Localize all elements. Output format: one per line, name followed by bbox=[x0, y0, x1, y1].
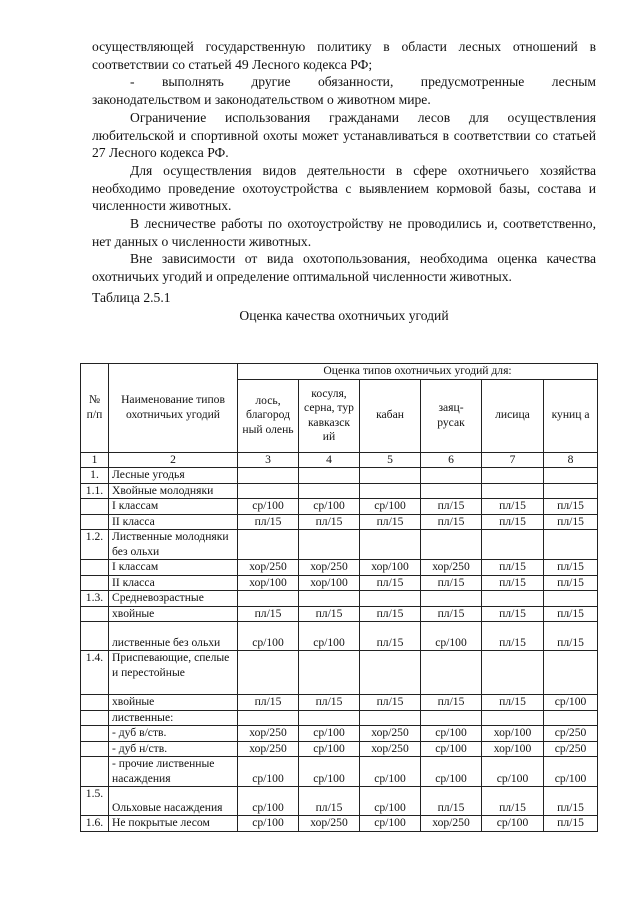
value-cell: пл/15 bbox=[360, 606, 421, 622]
header-col-marten: куниц а bbox=[544, 379, 598, 452]
table-row bbox=[81, 483, 598, 499]
value-cell: хор/250 bbox=[238, 726, 299, 742]
value-cell: хор/250 bbox=[360, 726, 421, 742]
header-col-moose: лось, благород ный олень bbox=[238, 379, 299, 452]
value-cell bbox=[544, 710, 598, 726]
row-name: Ольховые насаждения bbox=[109, 787, 238, 816]
row-name: Не покрытые лесом bbox=[109, 816, 238, 832]
value-cell: хор/250 bbox=[421, 560, 482, 576]
header-col-hare: заяц- русак bbox=[421, 379, 482, 452]
table-caption: Таблица 2.5.1 bbox=[92, 289, 171, 305]
value-cell: пл/15 bbox=[421, 787, 482, 816]
value-cell bbox=[544, 591, 598, 607]
value-cell: ср/100 bbox=[238, 787, 299, 816]
index-cell: 2 bbox=[109, 452, 238, 468]
paragraph-4: Ограничение использования гражданами лесов для осуществления любительской и спортивной охоты может устанавливаться в соответствии со статьей 27 Лесного кодекса РФ. bbox=[92, 109, 596, 161]
row-name: II класса bbox=[109, 575, 238, 591]
header-number: № п/п bbox=[81, 364, 109, 453]
value-cell: пл/15 bbox=[299, 787, 360, 816]
value-cell: пл/15 bbox=[360, 575, 421, 591]
value-cell bbox=[238, 483, 299, 499]
value-cell bbox=[360, 483, 421, 499]
row-number bbox=[81, 741, 109, 757]
value-cell: ср/100 bbox=[421, 757, 482, 787]
value-cell bbox=[360, 710, 421, 726]
value-cell: пл/15 bbox=[421, 606, 482, 622]
row-number bbox=[81, 560, 109, 576]
value-cell bbox=[482, 530, 544, 560]
value-cell: ср/100 bbox=[421, 726, 482, 742]
index-cell: 5 bbox=[360, 452, 421, 468]
value-cell: ср/100 bbox=[238, 816, 299, 832]
value-cell: пл/15 bbox=[299, 606, 360, 622]
index-cell: 1 bbox=[81, 452, 109, 468]
header-col-roe-deer: косуля, серна, тур кавказск ий bbox=[299, 379, 360, 452]
table-title: Оценка качества охотничьих угодий bbox=[239, 307, 449, 323]
row-number: 1.1. bbox=[81, 483, 109, 499]
table-row bbox=[81, 606, 598, 622]
value-cell: ср/100 bbox=[482, 816, 544, 832]
row-name: I классам bbox=[109, 560, 238, 576]
header-col-boar: кабан bbox=[360, 379, 421, 452]
value-cell: ср/100 bbox=[299, 757, 360, 787]
value-cell: хор/250 bbox=[238, 560, 299, 576]
value-cell: пл/15 bbox=[482, 560, 544, 576]
value-cell: пл/15 bbox=[360, 514, 421, 530]
header-name: Наименование типов охотничьих угодий bbox=[109, 364, 238, 453]
value-cell: пл/15 bbox=[421, 575, 482, 591]
table-row bbox=[81, 530, 598, 560]
value-cell bbox=[544, 651, 598, 695]
value-cell bbox=[360, 468, 421, 484]
value-cell: ср/100 bbox=[360, 816, 421, 832]
row-number: 1.4. bbox=[81, 651, 109, 695]
row-number: 1. bbox=[81, 468, 109, 484]
row-number bbox=[81, 622, 109, 651]
value-cell: пл/15 bbox=[482, 695, 544, 711]
paragraph-1: осуществляющей государственную политику в области лесных отношений в соответствии со статьей 49 Лесного кодекса РФ; bbox=[92, 39, 596, 72]
row-number bbox=[81, 606, 109, 622]
index-cell: 3 bbox=[238, 452, 299, 468]
value-cell: хор/100 bbox=[482, 726, 544, 742]
value-cell: пл/15 bbox=[544, 622, 598, 651]
paragraph-2: - выполнять другие обязанности, предусмотренные лесным bbox=[130, 74, 596, 90]
table-row bbox=[81, 787, 598, 816]
value-cell: пл/15 bbox=[421, 514, 482, 530]
table-row bbox=[81, 622, 598, 651]
index-cell: 4 bbox=[299, 452, 360, 468]
value-cell: ср/100 bbox=[482, 757, 544, 787]
value-cell: ср/250 bbox=[544, 726, 598, 742]
header-group: Оценка типов охотничьих угодий для: bbox=[238, 364, 598, 380]
value-cell: ср/250 bbox=[544, 741, 598, 757]
paragraph-6: В лесничестве работы по охотоустройству не проводились и, соответственно, нет данных о численности животных. bbox=[92, 216, 596, 249]
value-cell bbox=[421, 483, 482, 499]
value-cell bbox=[360, 651, 421, 695]
index-cell: 6 bbox=[421, 452, 482, 468]
value-cell: ср/100 bbox=[238, 757, 299, 787]
row-name: Хвойные молодняки bbox=[109, 483, 238, 499]
row-number bbox=[81, 695, 109, 711]
value-cell: пл/15 bbox=[544, 499, 598, 515]
value-cell bbox=[360, 530, 421, 560]
value-cell: пл/15 bbox=[544, 816, 598, 832]
value-cell bbox=[238, 710, 299, 726]
value-cell bbox=[482, 651, 544, 695]
value-cell: пл/15 bbox=[421, 695, 482, 711]
value-cell bbox=[544, 530, 598, 560]
value-cell bbox=[299, 468, 360, 484]
value-cell: пл/15 bbox=[482, 514, 544, 530]
value-cell: пл/15 bbox=[360, 622, 421, 651]
value-cell bbox=[544, 483, 598, 499]
value-cell: пл/15 bbox=[421, 499, 482, 515]
value-cell: пл/15 bbox=[482, 622, 544, 651]
row-name: I классам bbox=[109, 499, 238, 515]
value-cell: хор/250 bbox=[360, 741, 421, 757]
value-cell: ср/100 bbox=[544, 757, 598, 787]
table-row bbox=[81, 741, 598, 757]
value-cell: пл/15 bbox=[544, 606, 598, 622]
row-number bbox=[81, 726, 109, 742]
value-cell: ср/100 bbox=[421, 741, 482, 757]
table-row bbox=[81, 560, 598, 576]
value-cell: ср/100 bbox=[360, 787, 421, 816]
row-name: - дуб н/ств. bbox=[109, 741, 238, 757]
value-cell: ср/100 bbox=[299, 741, 360, 757]
value-cell: ср/100 bbox=[360, 499, 421, 515]
value-cell bbox=[238, 530, 299, 560]
value-cell: ср/100 bbox=[238, 622, 299, 651]
row-name: лиственные без ольхи bbox=[109, 622, 238, 651]
paragraph-7: Вне зависимости от вида охотопользования, необходима оценка качества охотничьих угодий и определение оптимальной численности животных. bbox=[92, 251, 596, 285]
value-cell bbox=[238, 651, 299, 695]
row-number bbox=[81, 757, 109, 787]
value-cell bbox=[482, 591, 544, 607]
value-cell: ср/100 bbox=[299, 499, 360, 515]
value-cell: пл/15 bbox=[299, 695, 360, 711]
row-number: 1.2. bbox=[81, 530, 109, 560]
row-name: II класса bbox=[109, 514, 238, 530]
value-cell: пл/15 bbox=[299, 514, 360, 530]
value-cell: хор/250 bbox=[299, 560, 360, 576]
index-row bbox=[81, 452, 598, 468]
table-row bbox=[81, 816, 598, 832]
paragraph-3: законодательством и законодательством о животном мире. bbox=[92, 92, 431, 108]
value-cell: пл/15 bbox=[238, 695, 299, 711]
value-cell: хор/250 bbox=[421, 816, 482, 832]
value-cell: хор/250 bbox=[299, 816, 360, 832]
index-cell: 8 bbox=[544, 452, 598, 468]
table-row bbox=[81, 499, 598, 515]
row-name: Средневозрастные bbox=[109, 591, 238, 607]
row-number: 1.6. bbox=[81, 816, 109, 832]
value-cell: хор/100 bbox=[360, 560, 421, 576]
row-name: хвойные bbox=[109, 606, 238, 622]
value-cell: пл/15 bbox=[482, 575, 544, 591]
index-cell: 7 bbox=[482, 452, 544, 468]
row-name: - дуб в/ств. bbox=[109, 726, 238, 742]
table-row bbox=[81, 695, 598, 711]
value-cell bbox=[299, 710, 360, 726]
value-cell: пл/15 bbox=[544, 514, 598, 530]
value-cell bbox=[482, 468, 544, 484]
row-number bbox=[81, 575, 109, 591]
value-cell bbox=[299, 530, 360, 560]
table-row bbox=[81, 514, 598, 530]
value-cell bbox=[238, 468, 299, 484]
value-cell: ср/100 bbox=[299, 622, 360, 651]
value-cell bbox=[421, 468, 482, 484]
value-cell bbox=[299, 483, 360, 499]
row-number: 1.5. bbox=[81, 787, 109, 816]
paragraph-5: Для осуществления видов деятельности в сфере охотничьего хозяйства необходимо проведение охотоустройства с выявлением кормовой базы, состава и численности животных. bbox=[92, 162, 596, 214]
header-col-fox: лисица bbox=[482, 379, 544, 452]
table-row bbox=[81, 591, 598, 607]
value-cell bbox=[421, 530, 482, 560]
row-name: Лиственные молодняки без ольхи bbox=[109, 530, 238, 560]
row-number: 1.3. bbox=[81, 591, 109, 607]
table-row bbox=[81, 726, 598, 742]
row-number bbox=[81, 710, 109, 726]
value-cell: хор/100 bbox=[238, 575, 299, 591]
value-cell bbox=[299, 651, 360, 695]
table-row bbox=[81, 757, 598, 787]
hunting-grounds-table bbox=[80, 363, 598, 832]
table-row bbox=[81, 710, 598, 726]
row-name: - прочие лиственные насаждения bbox=[109, 757, 238, 787]
value-cell: пл/15 bbox=[482, 787, 544, 816]
row-name: хвойные bbox=[109, 695, 238, 711]
value-cell bbox=[360, 591, 421, 607]
value-cell bbox=[421, 651, 482, 695]
value-cell: ср/100 bbox=[360, 757, 421, 787]
body-text bbox=[92, 38, 596, 324]
value-cell bbox=[544, 468, 598, 484]
value-cell bbox=[238, 591, 299, 607]
table-row bbox=[81, 575, 598, 591]
value-cell: хор/250 bbox=[238, 741, 299, 757]
value-cell bbox=[482, 710, 544, 726]
value-cell: ср/100 bbox=[421, 622, 482, 651]
value-cell: ср/100 bbox=[544, 695, 598, 711]
value-cell bbox=[421, 591, 482, 607]
value-cell: пл/15 bbox=[482, 606, 544, 622]
value-cell: ср/100 bbox=[299, 726, 360, 742]
table-row bbox=[81, 468, 598, 484]
value-cell bbox=[421, 710, 482, 726]
value-cell: ср/100 bbox=[238, 499, 299, 515]
row-name: Приспевающие, спелые и перестойные bbox=[109, 651, 238, 695]
row-name: лиственные: bbox=[109, 710, 238, 726]
table-row bbox=[81, 651, 598, 695]
row-name: Лесные угодья bbox=[109, 468, 238, 484]
row-number bbox=[81, 514, 109, 530]
value-cell bbox=[482, 483, 544, 499]
value-cell: хор/100 bbox=[482, 741, 544, 757]
value-cell: пл/15 bbox=[482, 499, 544, 515]
value-cell: пл/15 bbox=[544, 560, 598, 576]
value-cell: пл/15 bbox=[360, 695, 421, 711]
value-cell: пл/15 bbox=[544, 575, 598, 591]
value-cell: пл/15 bbox=[238, 606, 299, 622]
value-cell: хор/100 bbox=[299, 575, 360, 591]
value-cell: пл/15 bbox=[544, 787, 598, 816]
value-cell bbox=[299, 591, 360, 607]
row-number bbox=[81, 499, 109, 515]
value-cell: пл/15 bbox=[238, 514, 299, 530]
